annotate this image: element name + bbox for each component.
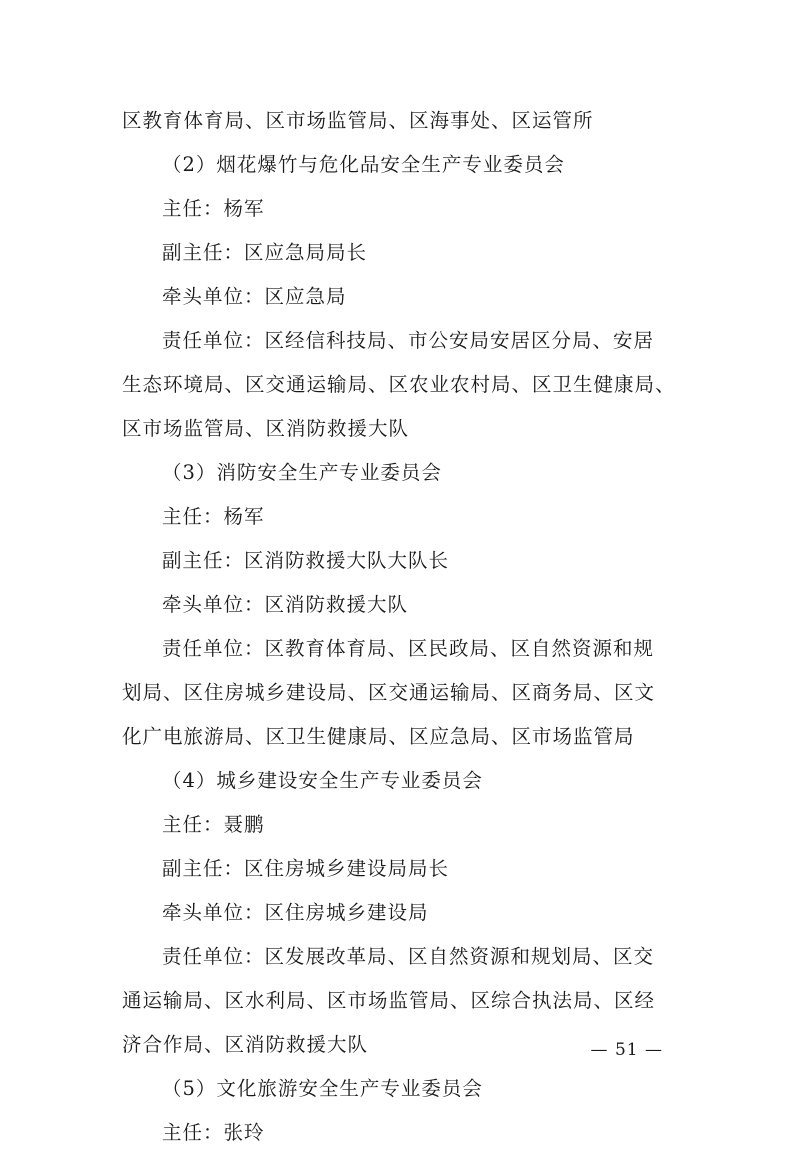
text-line: （3）消防安全生产专业委员会 bbox=[162, 461, 442, 484]
text-line: 责任单位：区发展改革局、区自然资源和规划局、区交 bbox=[162, 945, 655, 968]
text-line: 化广电旅游局、区卫生健康局、区应急局、区市场监管局 bbox=[122, 725, 635, 748]
text-line: （4）城乡建设安全生产专业委员会 bbox=[162, 769, 483, 792]
text-line: 区教育体育局、区市场监管局、区海事处、区运管所 bbox=[122, 109, 594, 132]
text-line: 责任单位：区教育体育局、区民政局、区自然资源和规 bbox=[162, 637, 655, 660]
text-line: 主任：聂鹏 bbox=[162, 813, 265, 836]
text-line: 牵头单位：区住房城乡建设局 bbox=[162, 901, 429, 924]
text-line: 责任单位：区经信科技局、市公安局安居区分局、安居 bbox=[162, 329, 655, 352]
page-number: — 51 — bbox=[590, 1040, 663, 1060]
body-text bbox=[122, 99, 682, 1155]
text-line: 牵头单位：区消防救援大队 bbox=[162, 593, 409, 616]
text-line: 济合作局、区消防救援大队 bbox=[122, 1033, 369, 1056]
text-line: 划局、区住房城乡建设局、区交通运输局、区商务局、区文 bbox=[122, 681, 656, 704]
text-line: 通运输局、区水利局、区市场监管局、区综合执法局、区经 bbox=[122, 989, 656, 1012]
text-line: 主任：杨军 bbox=[162, 505, 265, 528]
text-line: 牵头单位：区应急局 bbox=[162, 285, 347, 308]
text-line: 区市场监管局、区消防救援大队 bbox=[122, 417, 410, 440]
text-line: 副主任：区应急局局长 bbox=[162, 241, 368, 264]
text-line: （5）文化旅游安全生产专业委员会 bbox=[162, 1077, 483, 1100]
text-line: 主任：杨军 bbox=[162, 197, 265, 220]
text-line: 主任：张玲 bbox=[162, 1121, 265, 1144]
text-line: 副主任：区住房城乡建设局局长 bbox=[162, 857, 450, 880]
text-line: （2）烟花爆竹与危化品安全生产专业委员会 bbox=[162, 153, 565, 176]
text-line: 生态环境局、区交通运输局、区农业农村局、区卫生健康局、 bbox=[122, 373, 676, 396]
text-line: 副主任：区消防救援大队大队长 bbox=[162, 549, 450, 572]
